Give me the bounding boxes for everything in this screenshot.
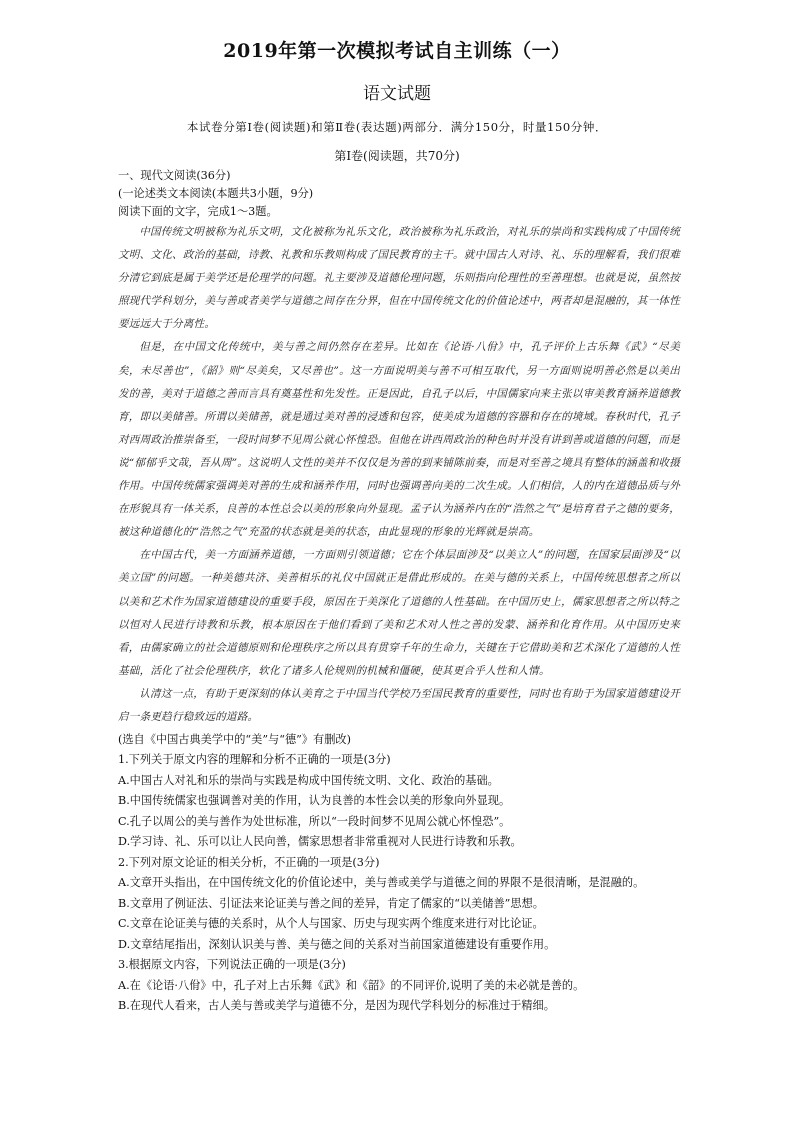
- question-option: C.孔子以周公的美与善作为处世标准，所以“一段时间梦不见周公就心怀惶恐”。: [118, 814, 511, 828]
- question-option: D.文章结尾指出，深刻认识美与善、美与德之间的关系对当前国家道德建设有重要作用。: [118, 937, 556, 951]
- section-sub-heading: (一论述类文本阅读(本题共3小题，9分): [118, 187, 314, 200]
- passage-source: (选自《中国古典美学中的“美”与“德”》有删改): [118, 733, 351, 747]
- question-option: A.中国古人对礼和乐的崇尚与实践是构成中国传统文明、文化、政治的基础。: [118, 773, 499, 787]
- volume-heading: 第Ⅰ卷(阅读题，共70分): [334, 149, 460, 163]
- question-option: C.文章在论证美与德的关系时，从个人与国家、历史与现实两个维度来进行对比论证。: [118, 917, 544, 931]
- question-stem: 2.下列对原文论证的相关分析，不正确的一项是(3分): [118, 855, 380, 869]
- exam-subtitle: 语文试题: [363, 84, 431, 104]
- section-heading: 一、现代文阅读(36分): [118, 169, 231, 182]
- question-2: [118, 853, 680, 956]
- passage-paragraph: 但是，在中国文化传统中，美与善之间仍然存在差异。比如在《论语·八佾》中，孔子评价上古乐舞《武》“尽美矣，未尽善也”，《韶》则“尽美矣，又尽善也”。这一方面说明美与善不可相互取代，另一方面则说明善必然是以美出发的善，美对于道德之善而言具有奠基性和先发性。正是因此，自孔子以后，中国儒家向来主张以审美教育涵养道德教育，即以美储善。所谓以美储善，就是通过美对善的浸透和包容，使美成为道德的容器和存在的境域。春秋时代，孔子对西周政治推崇备至，一段时间梦不见周公就心怀惶恐。但他在讲西周政治的种色时并没有讲到善或道德的问题，而是说“郁郁乎文哉，吾从周”。这说明人文性的美并不仅仅是为善的到来铺陈前奏，而是对至善之境具有整体的涵盖和收摄作用。中国传统儒家强调美对善的生成和涵养作用，同时也强调善向美的二次生成。人们相信，人的内在道德品质与外在形貌具有一体关系，良善的本性总会以美的形象向外显现。孟子认为涵养内在的“浩然之气”是培育君子之德的要务，被这种道德化的“浩然之气”充盈的状态就是美的状态，由此显现的形象的光辉就是崇高。: [118, 341, 680, 539]
- passage-paragraph: 中国传统文明被称为礼乐文明，文化被称为礼乐文化，政治被称为礼乐政治，对礼乐的崇尚和实践构成了中国传统文明、文化、政治的基础，诗教、礼教和乐教则构成了国民教育的主干。就中国古人对诗、礼、乐的理解看，我们很难分清它到底是属于美学还是伦理学的问题。礼主要涉及道德伦理问题，乐则指向伦理性的至善理想。也就是说，虽然按照现代学科划分，美与善或者美学与道德之间存在分界，但在中国传统文化的价值论述中，两者却是混融的，其一体性要远远大于分离性。: [118, 226, 680, 331]
- exam-intro: 本试卷分第Ⅰ卷(阅读题)和第Ⅱ卷(表达题)两部分．满分150分，时量150分钟．: [186, 120, 608, 134]
- question-option: B.在现代人看来，古人美与善或美学与道德不分，是因为现代学科划分的标准过于精细。: [118, 999, 555, 1013]
- question-option: B.文章用了例证法、引证法来论证美与善之间的差异，肯定了儒家的“以美储善”思想。: [118, 896, 544, 910]
- question-option: D.学习诗、礼、乐可以让人民向善，儒家思想者非常重视对人民进行诗教和乐教。: [118, 835, 522, 849]
- exam-title: 2019年第一次模拟考试自主训练（一）: [223, 40, 571, 62]
- question-option: A.在《论语·八佾》中，孔子对上古乐舞《武》和《韶》的不同评价,说明了美的未必就是善的。: [118, 978, 585, 992]
- passage-paragraph: 在中国古代，美一方面涵养道德，一方面则引领道德；它在个体层面涉及“以美立人”的问题，在国家层面涉及“以美立国”的问题。一种美德共济、美善相乐的礼仪中国就正是借此形成的。在美与德的关系上，中国传统思想者之所以以美和艺术作为国家道德建设的重要手段，原因在于美深化了道德的人性基础。在中国历史上，儒家思想者之所以特之以恒对人民进行诗教和乐教，根本原因在于他们看到了美和艺术对人性之善的发蒙、涵养和化育作用。从中国历史来看，由儒家确立的社会道德原则和伦理秩序之所以具有贯穿千年的生命力，关键在于它借助美和艺术深化了道德的人性基础，活化了社会伦理秩序，软化了诸多人伦规则的机械和僵硬，使其更合乎人性和人情。: [118, 549, 680, 677]
- question-option: B.中国传统儒家也强调善对美的作用，认为良善的本性会以美的形象向外显现。: [118, 794, 511, 808]
- question-stem: 1.下列关于原文内容的理解和分析不正确的一项是(3分): [118, 753, 391, 767]
- section-instruction: 阅读下面的文字，完成1～3题。: [118, 205, 278, 218]
- question-1: [118, 750, 680, 853]
- question-option: A.文章开头指出，在中国传统文化的价值论述中，美与善或美学与道德之间的界限不是很清晰，是混融的。: [118, 876, 645, 890]
- question-stem: 3.根据原文内容，下列说法正确的一项是(3分): [118, 958, 346, 972]
- exam-body: [118, 167, 680, 1017]
- question-3: [118, 955, 680, 1017]
- passage-paragraph: 认清这一点，有助于更深刻的体认美育之于中国当代学校乃至国民教育的重要性，同时也有助于为国家道德建设开启一条更趋行稳致远的道路。: [118, 687, 680, 723]
